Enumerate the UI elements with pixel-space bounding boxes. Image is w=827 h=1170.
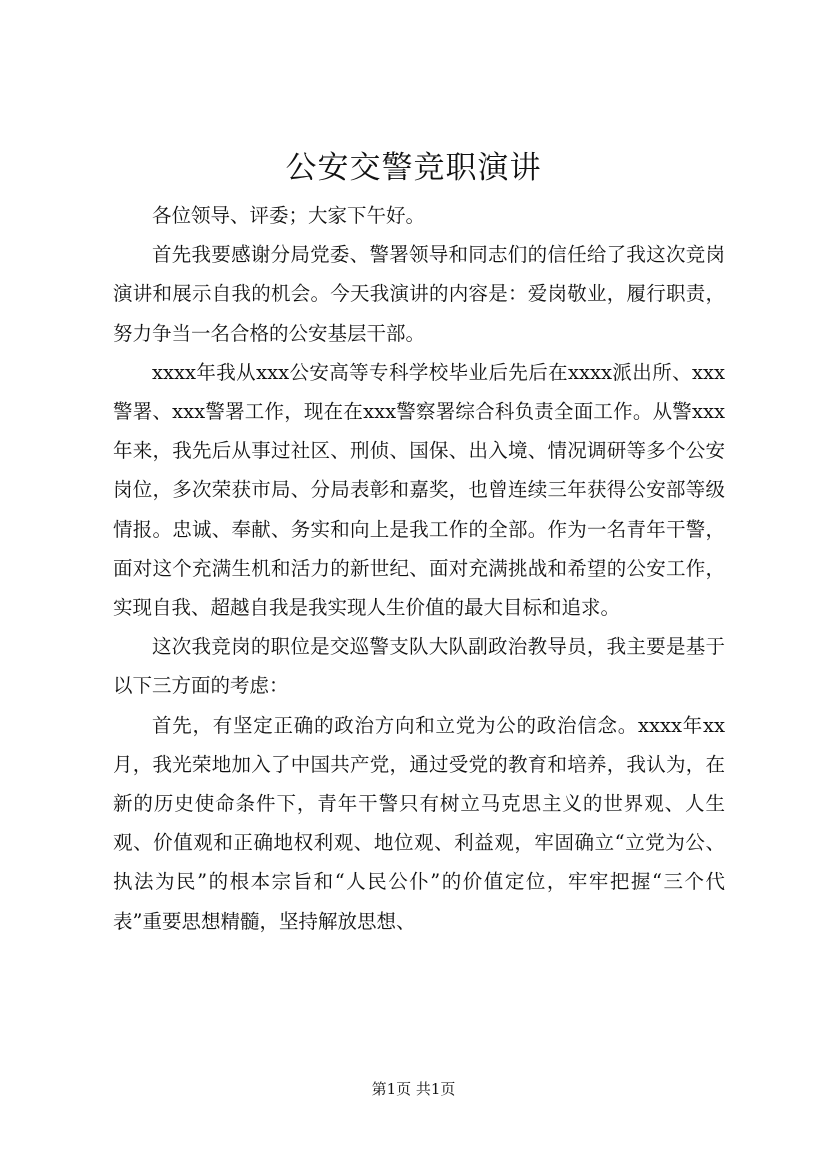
paragraph-greeting: 各位领导、评委；大家下午好。 (152, 204, 426, 227)
page-footer: 第1页 共1页 (371, 1080, 456, 1098)
document-title: 公安交警竞职演讲 (285, 150, 542, 186)
paragraph-background: xxxx年我从xxx公安高等专科学校毕业后先后在xxxx派出所、xxx警署、xxx警署工作，现在在xxx警察署综合科负责全面工作。从警xxx年来，我先后从事过社区、刑侦、国保、出入境、情况调研等多个公安岗位，多次荣获市局、分局表彰和嘉奖，也曾连续三年获得公安部等级情报。忠诚、奉献、务实和向上是我工作的全部。作为一名青年干警，面对这个充满生机和活力的新世纪、面对充满挑战和希望的公安工作，实现自我、超越自我是我实现人生价值的最大目标和追求。 (113, 360, 725, 620)
paragraph-thanks: 首先我要感谢分局党委、警署领导和同志们的信任给了我这次竞岗演讲和展示自我的机会。今天我演讲的内容是：爱岗敬业，履行职责，努力争当一名合格的公安基层干部。 (113, 243, 725, 345)
paragraph-first-reason: 首先，有坚定正确的政治方向和立党为公的政治信念。xxxx年xx月，我光荣地加入了中国共产党，通过受党的教育和培养，我认为，在新的历史使命条件下，青年干警只有树立马克思主义的世界观、人生观、价值观和正确地权利观、地位观、利益观，牢固确立“立党为公、执法为民”的根本宗旨和“人民公仆”的价值定位，牢牢把握“三个代表”重要思想精髓，坚持解放思想、 (113, 713, 725, 933)
paragraph-position: 这次我竞岗的职位是交巡警支队大队副政治教导员，我主要是基于以下三方面的考虑： (113, 635, 725, 698)
document-body (113, 196, 725, 941)
